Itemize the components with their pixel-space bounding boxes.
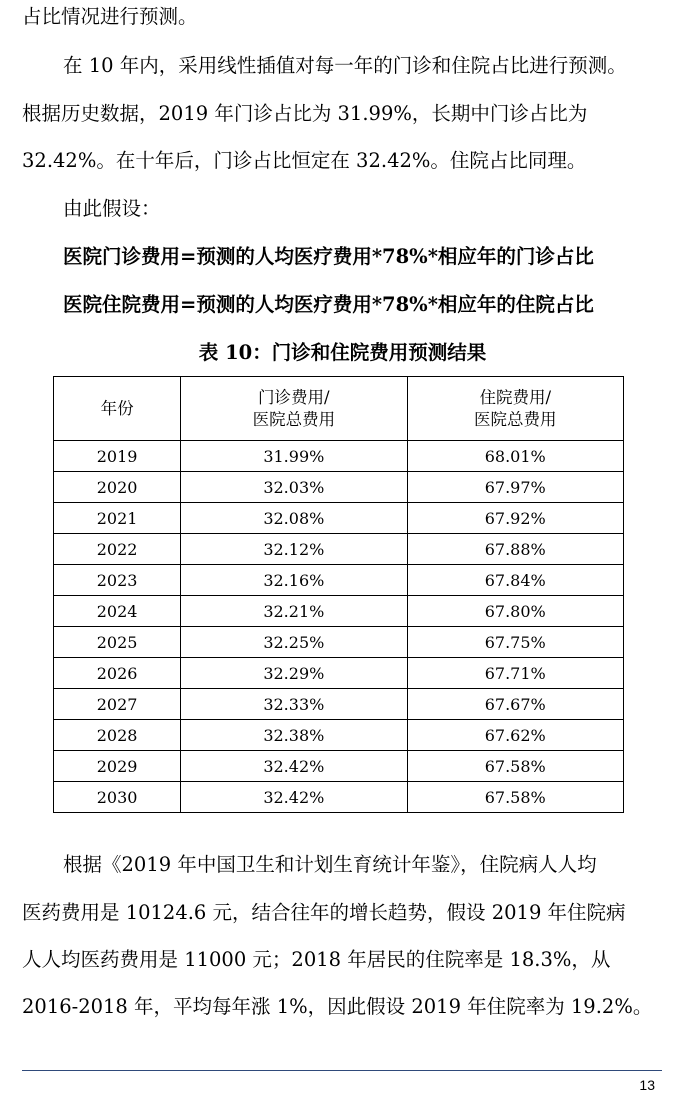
cell-outpatient: 32.12% bbox=[181, 534, 407, 565]
cell-inpatient: 67.58% bbox=[407, 782, 624, 813]
paragraph-line: 在 10 年内，采用线性插值对每一年的门诊和住院占比进行预测。 bbox=[63, 54, 627, 77]
cell-outpatient: 32.33% bbox=[181, 689, 407, 720]
table-row bbox=[54, 596, 624, 627]
cell-year: 2021 bbox=[54, 503, 181, 534]
header-inpatient-line1: 住院费用/ bbox=[479, 387, 552, 407]
cell-outpatient: 32.42% bbox=[181, 751, 407, 782]
table-row bbox=[54, 503, 624, 534]
cell-outpatient: 32.25% bbox=[181, 627, 407, 658]
paragraph-line: 根据历史数据，2019 年门诊占比为 31.99%，长期中门诊占比为 bbox=[22, 102, 588, 125]
table-row bbox=[54, 565, 624, 596]
cell-inpatient: 67.92% bbox=[407, 503, 624, 534]
cell-year: 2029 bbox=[54, 751, 181, 782]
cell-year: 2027 bbox=[54, 689, 181, 720]
cell-outpatient: 32.38% bbox=[181, 720, 407, 751]
cell-year: 2025 bbox=[54, 627, 181, 658]
cell-outpatient: 32.08% bbox=[181, 503, 407, 534]
paragraph-line: 由此假设： bbox=[63, 197, 161, 220]
cell-inpatient: 67.97% bbox=[407, 472, 624, 503]
footer-divider bbox=[22, 1070, 662, 1071]
table-header-row bbox=[54, 377, 624, 441]
paragraph-line: 占比情况进行预测。 bbox=[22, 5, 198, 28]
table-row bbox=[54, 534, 624, 565]
cell-outpatient: 32.16% bbox=[181, 565, 407, 596]
header-inpatient bbox=[407, 377, 624, 441]
page-number: 13 bbox=[639, 1077, 655, 1093]
cell-year: 2023 bbox=[54, 565, 181, 596]
cell-inpatient: 67.80% bbox=[407, 596, 624, 627]
cell-inpatient: 67.88% bbox=[407, 534, 624, 565]
cell-year: 2024 bbox=[54, 596, 181, 627]
formula-outpatient: 医院门诊费用=预测的人均医疗费用*78%*相应年的门诊占比 bbox=[63, 245, 594, 268]
cell-inpatient: 67.67% bbox=[407, 689, 624, 720]
cell-year: 2019 bbox=[54, 441, 181, 472]
cell-inpatient: 68.01% bbox=[407, 441, 624, 472]
paragraph-line: 2016-2018 年，平均每年涨 1%，因此假设 2019 年住院率为 19.2%。 bbox=[22, 995, 653, 1018]
table-row bbox=[54, 782, 624, 813]
cell-outpatient: 32.29% bbox=[181, 658, 407, 689]
cell-inpatient: 67.84% bbox=[407, 565, 624, 596]
formula-inpatient: 医院住院费用=预测的人均医疗费用*78%*相应年的住院占比 bbox=[63, 293, 594, 316]
table-row bbox=[54, 689, 624, 720]
cell-year: 2026 bbox=[54, 658, 181, 689]
table-row bbox=[54, 720, 624, 751]
cell-year: 2020 bbox=[54, 472, 181, 503]
header-year: 年份 bbox=[54, 377, 181, 441]
cell-inpatient: 67.58% bbox=[407, 751, 624, 782]
paragraph-line: 医药费用是 10124.6 元，结合往年的增长趋势，假设 2019 年住院病 bbox=[22, 901, 626, 924]
cell-outpatient: 31.99% bbox=[181, 441, 407, 472]
cell-inpatient: 67.62% bbox=[407, 720, 624, 751]
table-row bbox=[54, 658, 624, 689]
paragraph-line: 32.42%。在十年后，门诊占比恒定在 32.42%。住院占比同理。 bbox=[22, 149, 587, 172]
cell-inpatient: 67.71% bbox=[407, 658, 624, 689]
cell-outpatient: 32.03% bbox=[181, 472, 407, 503]
table-row bbox=[54, 441, 624, 472]
table-row bbox=[54, 627, 624, 658]
table-row bbox=[54, 472, 624, 503]
cell-inpatient: 67.75% bbox=[407, 627, 624, 658]
header-inpatient-line2: 医院总费用 bbox=[474, 409, 557, 429]
table-row bbox=[54, 751, 624, 782]
header-outpatient-line1: 门诊费用/ bbox=[258, 387, 330, 407]
cell-year: 2030 bbox=[54, 782, 181, 813]
cell-outpatient: 32.42% bbox=[181, 782, 407, 813]
header-outpatient-line2: 医院总费用 bbox=[252, 409, 336, 429]
paragraph-line: 人人均医药费用是 11000 元；2018 年居民的住院率是 18.3%，从 bbox=[22, 948, 611, 971]
cell-year: 2022 bbox=[54, 534, 181, 565]
cell-outpatient: 32.21% bbox=[181, 596, 407, 627]
paragraph-line: 根据《2019 年中国卫生和计划生育统计年鉴》，住院病人人均 bbox=[63, 853, 597, 876]
table-caption: 表 10：门诊和住院费用预测结果 bbox=[198, 341, 487, 364]
table-body bbox=[54, 441, 624, 813]
cell-year: 2028 bbox=[54, 720, 181, 751]
forecast-table bbox=[53, 376, 624, 813]
header-outpatient bbox=[181, 377, 407, 441]
